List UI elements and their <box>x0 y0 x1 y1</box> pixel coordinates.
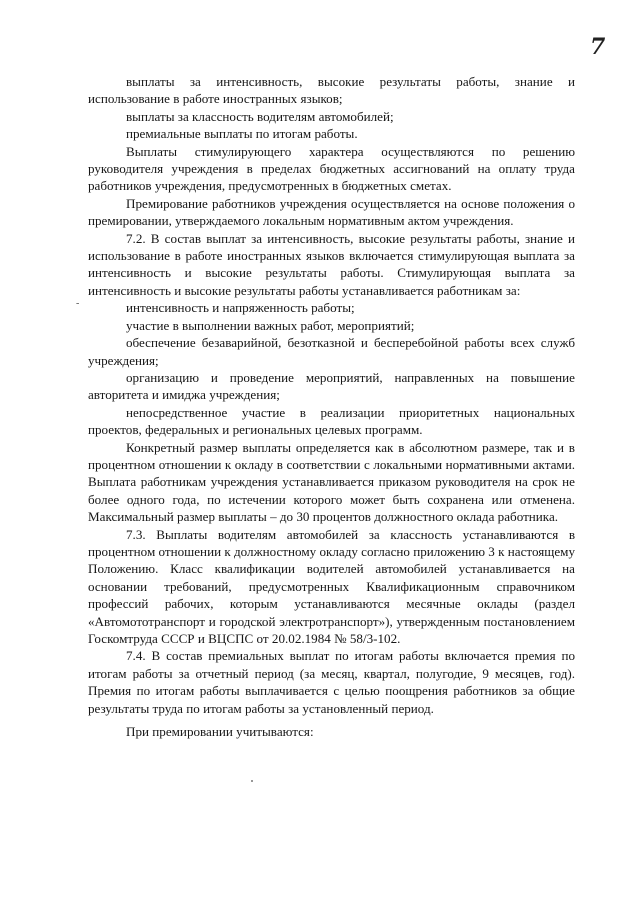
paragraph: выплаты за классность водителям автомобилей; <box>126 108 394 124</box>
paragraph: обеспечение безаварийной, безотказной и бесперебойной работы всех служб учреждения; <box>88 335 575 368</box>
paragraph: премиальные выплаты по итогам работы. <box>126 126 358 142</box>
paragraph: Конкретный размер выплаты определяется как в абсолютном размере, так и в процентном отношении к окладу в соответствии с локальными нормативными актами. Выплата работникам учреждения устанавливается приказом руководителя на срок не более одного года, по истечении которого может быть сохранена или отменена. Максимальный размер выплаты – до 30 процентов должностного оклада работника. <box>88 439 575 525</box>
paragraph: 7.4. В состав премиальных выплат по итогам работы включается премия по итогам работы за отчетный период (за месяц, квартал, полугодие, 9 месяцев, год). Премия по итогам работы выплачивается с целью поощрения работников за общие результаты труда по итогам работы за установленный период. <box>88 648 575 716</box>
paragraph: выплаты за интенсивность, высокие результаты работы, знание и использование в работе иностранных языков; <box>88 74 575 107</box>
paragraph: интенсивность и напряженность работы; <box>126 300 355 316</box>
paragraph: 7.3. Выплаты водителям автомобилей за классность устанавливаются в процентном отношении к должностному окладу согласно приложению 3 к настоящему Положению. Класс квалификации водителей автомобилей устанавливается на основании требований, предусмотренных Квалификационным справочником профессий рабочих, которым устанавливаются месячные оклады (раздел «Автомототранспорт и городской электротранспорт»), утвержденным постановлением Госкомтруда СССР и ВЦСПС от 20.02.1984 № 58/3-102. <box>88 526 575 646</box>
paragraph: Премирование работников учреждения осуществляется на основе положения о премировании, утверждаемого локальным нормативным актом учреждения. <box>88 195 575 229</box>
paragraph: организацию и проведение мероприятий, направленных на повышение авторитета и имиджа учреждения; <box>88 369 575 403</box>
paragraph: При премировании учитываются: <box>126 724 314 740</box>
document-body <box>88 73 575 740</box>
scan-speck <box>251 780 253 782</box>
page-number: 7 <box>590 34 606 60</box>
paragraph: Выплаты стимулирующего характера осуществляются по решению руководителя учреждения в пределах бюджетных ассигнований на оплату труда работников учреждения, предусмотренных в бюджетных сметах. <box>88 143 575 194</box>
margin-mark: - <box>76 298 80 309</box>
paragraph: участие в выполнении важных работ, мероприятий; <box>126 317 415 333</box>
paragraph: непосредственное участие в реализации приоритетных национальных проектов, федеральных и региональных целевых программ. <box>88 404 575 438</box>
paragraph: 7.2. В состав выплат за интенсивность, высокие результаты работы, знание и использование в работе иностранных языков включается стимулирующая выплата за интенсивность и высокие результаты работы. Стимулирующая выплата за интенсивность и высокие результаты работы устанавливается работникам за: <box>88 230 575 298</box>
